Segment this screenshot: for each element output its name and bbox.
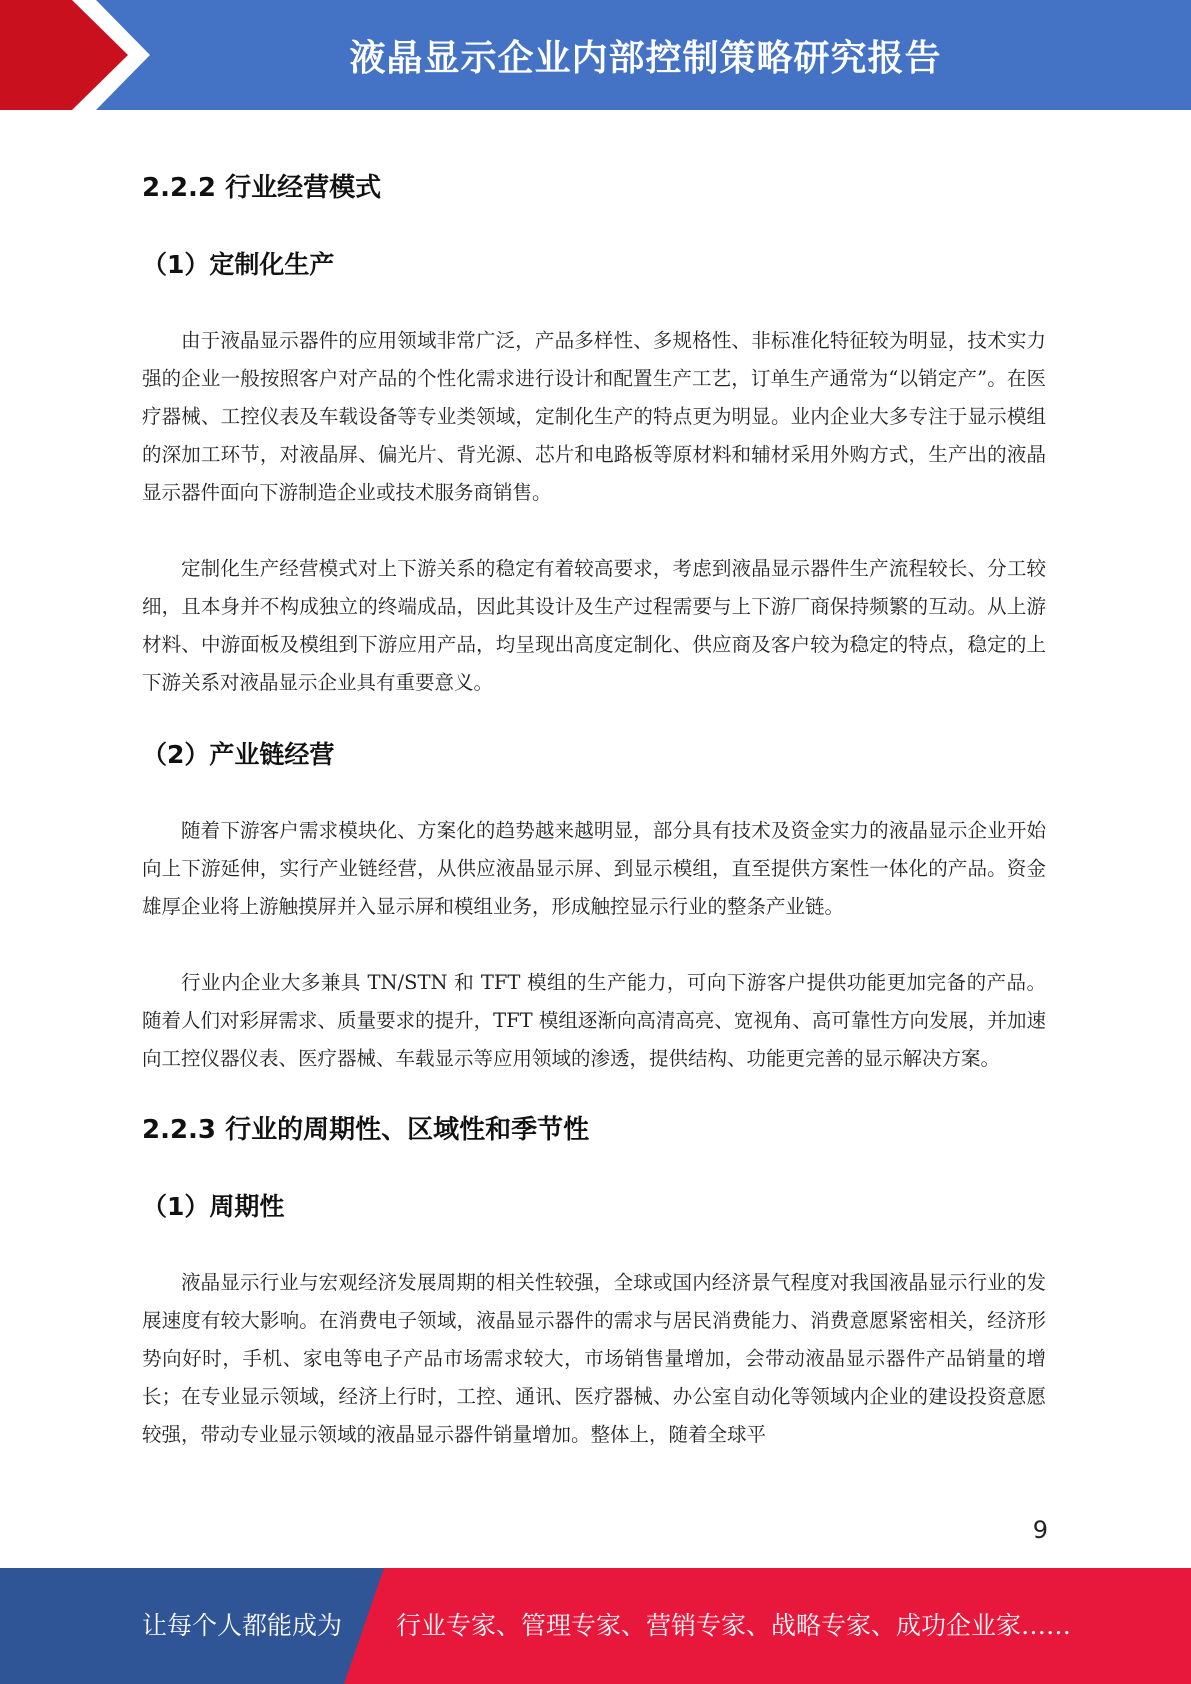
header-banner	[0, 0, 1191, 110]
document-body	[142, 150, 1046, 1492]
section-heading-2-2-3: 2.2.3 行业的周期性、区域性和季节性	[142, 1115, 590, 1145]
footer-slogan-right: 行业专家、管理专家、营销专家、战略专家、成功企业家……	[396, 1611, 1072, 1640]
subsection-heading-cyclicality: （1）周期性	[142, 1192, 285, 1221]
footer-banner	[0, 1568, 1191, 1684]
paragraph: 液晶显示行业与宏观经济发展周期的相关性较强，全球或国内经济景气程度对我国液晶显示行业的发展速度有较大影响。在消费电子领域，液晶显示器件的需求与居民消费能力、消费意愿紧密相关，经济形势向好时，手机、家电等电子产品市场需求较大，市场销售量增加，会带动液晶显示器件产品销量的增长；在专业显示领域，经济上行时，工控、通讯、医疗器械、办公室自动化等领域内企业的建设投资意愿较强，带动专业显示领域的液晶显示器件销量增加。整体上，随着全球平	[142, 1271, 1046, 1446]
section-heading-2-2-2: 2.2.2 行业经营模式	[142, 173, 382, 203]
subsection-heading-custom-production: （1）定制化生产	[142, 250, 335, 279]
subsection-heading-industry-chain: （2）产业链经营	[142, 740, 335, 769]
page-number: 9	[1032, 1516, 1048, 1544]
footer-slogan-left: 让每个人都能成为	[142, 1611, 343, 1640]
paragraph: 随着下游客户需求模块化、方案化的趋势越来越明显，部分具有技术及资金实力的液晶显示企业开始向上下游延伸，实行产业链经营，从供应液晶显示屏、到显示模组，直至提供方案性一体化的产品。资金雄厚企业将上游触摸屏并入显示屏和模组业务，形成触控显示行业的整条产业链。	[142, 819, 1046, 918]
paragraph: 行业内企业大多兼具 TN/STN 和 TFT 模组的生产能力，可向下游客户提供功能更加完备的产品。随着人们对彩屏需求、质量要求的提升，TFT 模组逐渐向高清高亮、宽视角、高可靠性方向发展，并加速向工控仪器仪表、医疗器械、车载显示等应用领域的渗透，提供结构、功能更完善的显示解决方案。	[142, 971, 1046, 1070]
paragraph: 由于液晶显示器件的应用领域非常广泛，产品多样性、多规格性、非标准化特征较为明显，技术实力强的企业一般按照客户对产品的个性化需求进行设计和配置生产工艺，订单生产通常为“以销定产”。在医疗器械、工控仪表及车载设备等专业类领域，定制化生产的特点更为明显。业内企业大多专注于显示模组的深加工环节，对液晶屏、偏光片、背光源、芯片和电路板等原材料和辅材采用外购方式，生产出的液晶显示器件面向下游制造企业或技术服务商销售。	[142, 329, 1046, 504]
report-title: 液晶显示企业内部控制策略研究报告	[349, 37, 942, 79]
paragraph: 定制化生产经营模式对上下游关系的稳定有着较高要求，考虑到液晶显示器件生产流程较长、分工较细，且本身并不构成独立的终端成品，因此其设计及生产过程需要与上下游厂商保持频繁的互动。从上游材料、中游面板及模组到下游应用产品，均呈现出高度定制化、供应商及客户较为稳定的特点，稳定的上下游关系对液晶显示企业具有重要意义。	[142, 557, 1046, 694]
